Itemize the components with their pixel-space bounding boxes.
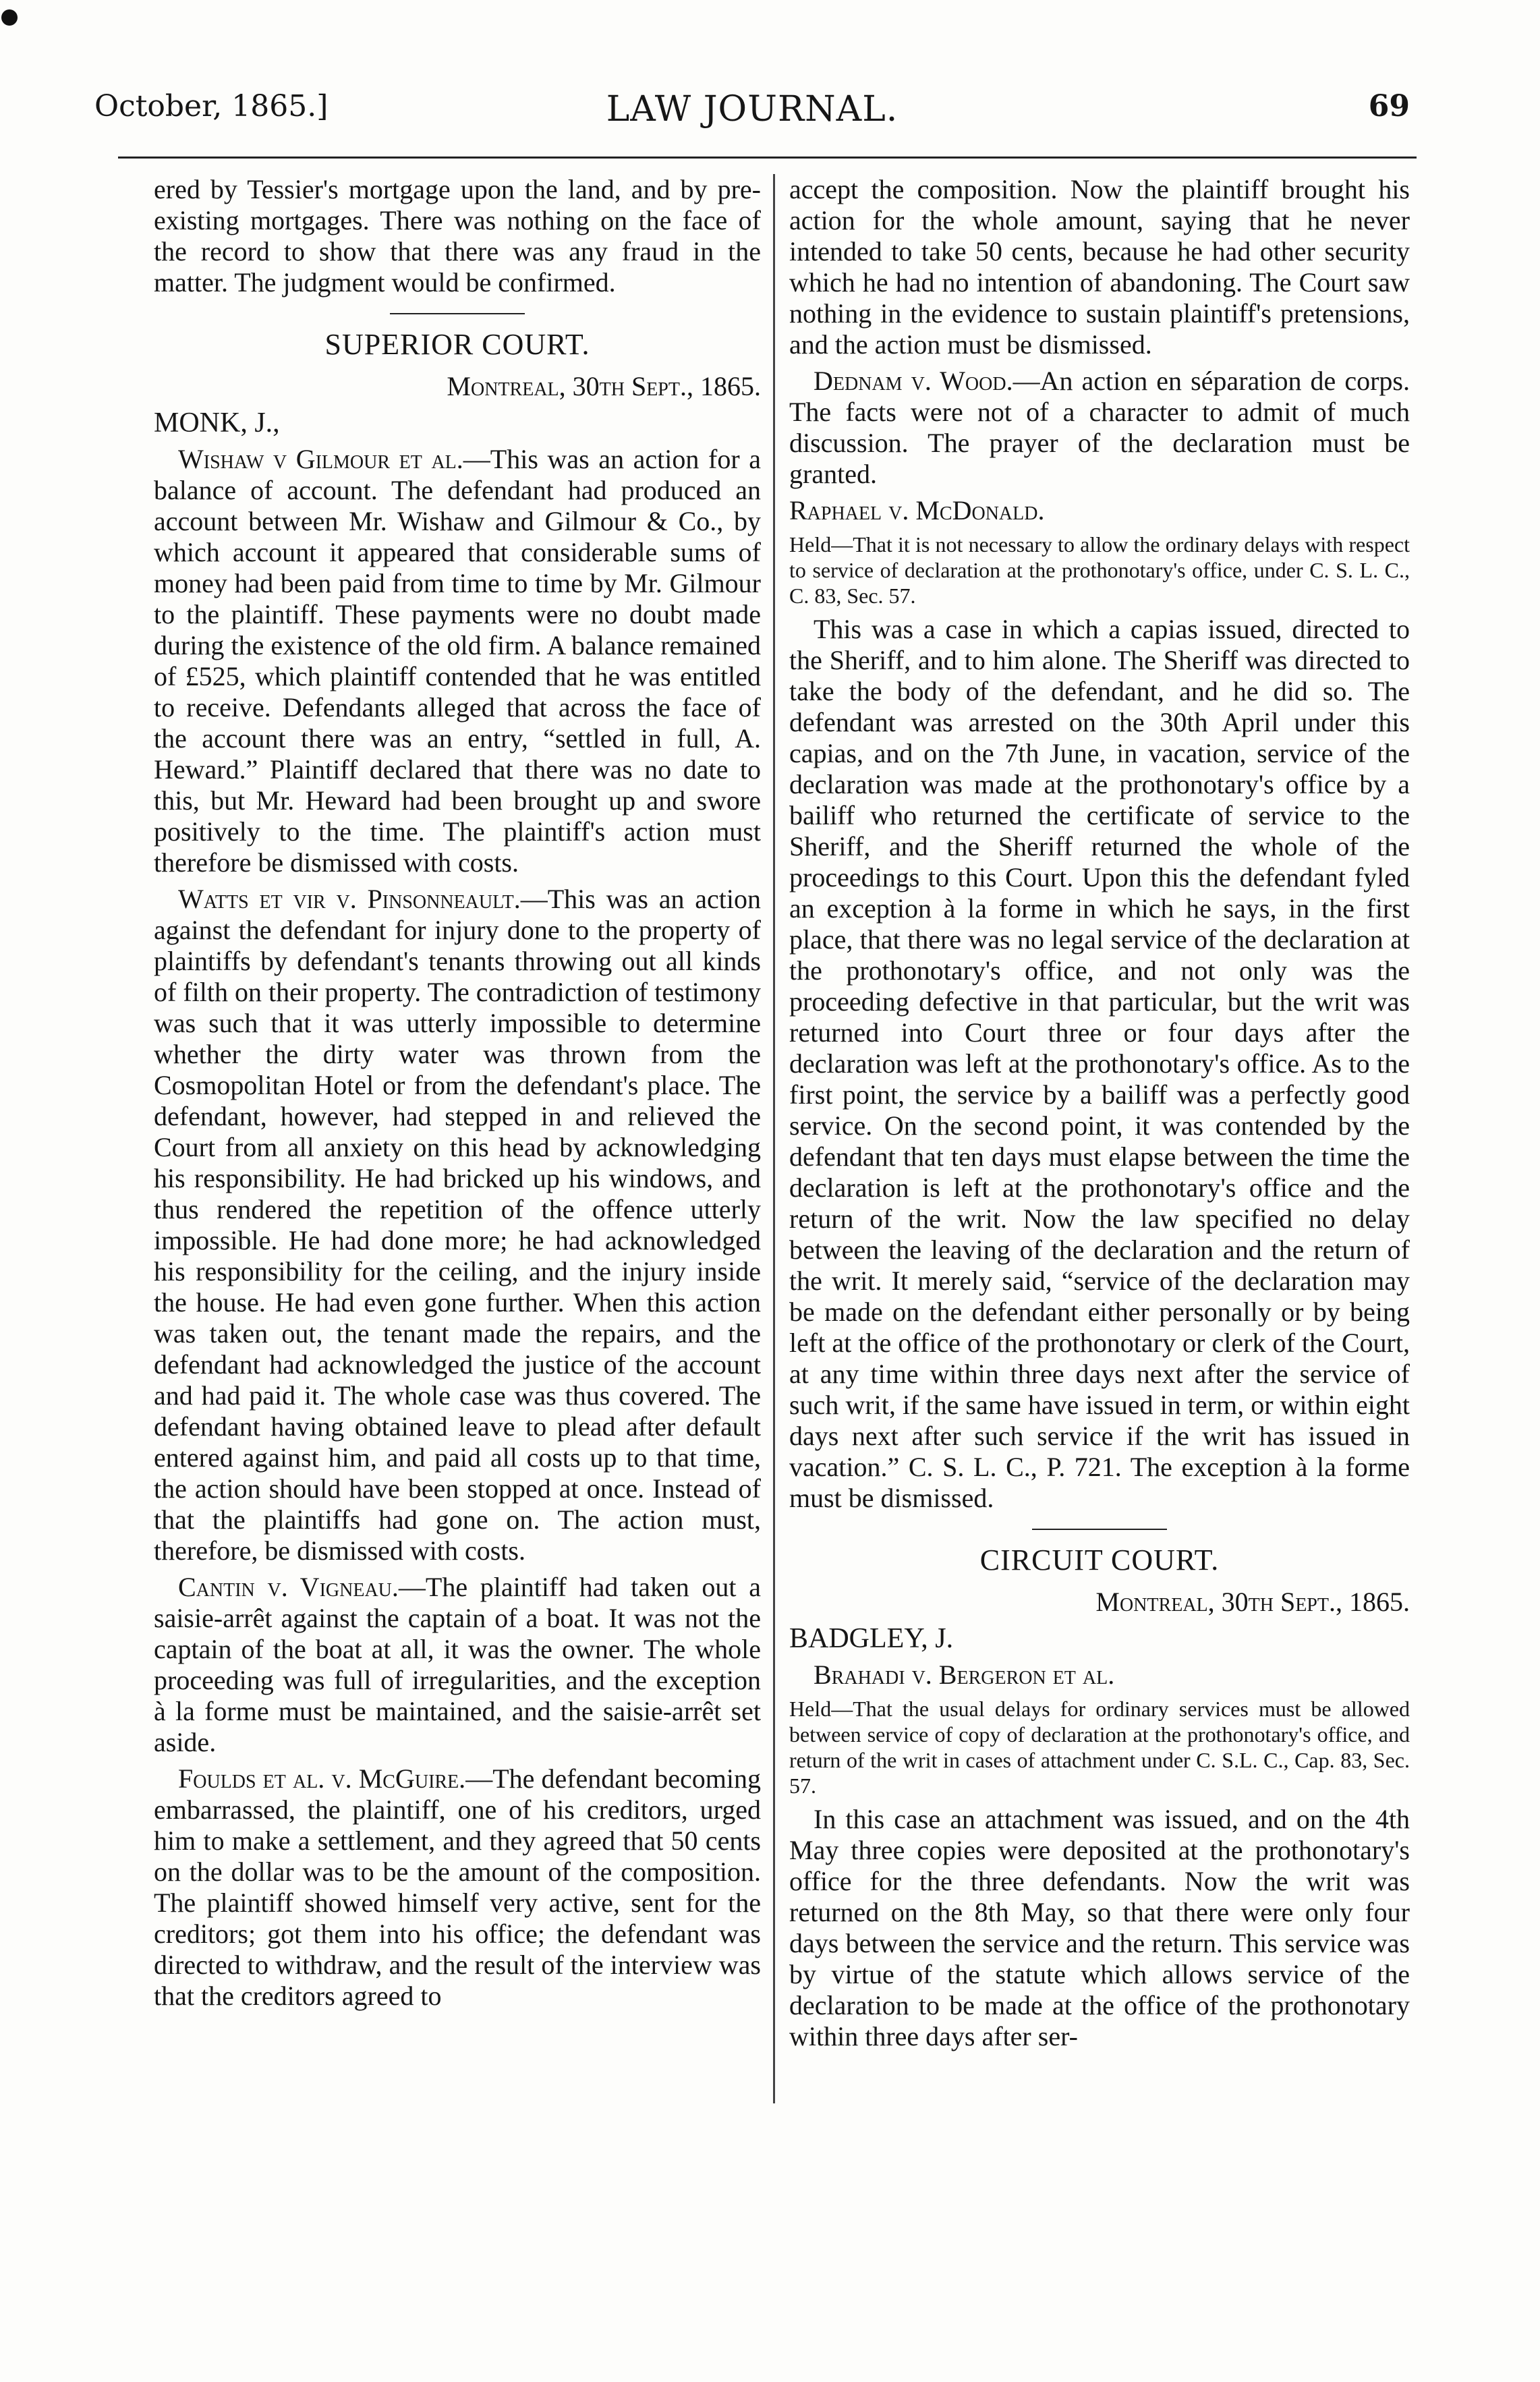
case-title: Raphael v. McDonald. (789, 495, 1045, 526)
case-title: Foulds et al. v. McGuire. (178, 1763, 466, 1794)
case-text: —The plaintiff had taken out a saisie-arrêt against the captain of a boat. It was not the captain of the boat at all, it was the owner. The whole proceeding was full of irregularities, and the exception à la forme must be maintained, and the saisie-arrêt set aside. (154, 1572, 761, 1757)
page-number: 69 (1368, 89, 1410, 123)
right-column (789, 174, 1410, 2198)
case-title: Watts et vir v. Pinsonneault. (178, 884, 521, 914)
ink-dot-mark (1, 9, 18, 26)
section-heading-superior-court: SUPERIOR COURT. (324, 328, 590, 361)
case-entry (154, 1572, 761, 1758)
section-divider (390, 313, 525, 314)
place-date: Montreal, 30th Sept., 1865. (447, 371, 761, 401)
column-divider (773, 174, 775, 2103)
case-title: Wishaw v Gilmour et al. (178, 444, 463, 474)
case-title: Dednam v. Wood. (814, 366, 1013, 396)
continued-paragraph: ered by Tessier's mortgage upon the land, and by pre-existing mortgages. There was nothing on the face of the record to show that there was any fraud in the matter. The judgment would be confirmed. (154, 174, 761, 297)
judge-name: MONK, J., (154, 407, 280, 438)
section-divider (1032, 1529, 1167, 1530)
continued-paragraph: accept the composition. Now the plaintiff brought his action for the whole amount, saying that he never intended to take 50 cents, because he had other security which he had no intention of abandoning. The Court saw nothing in the evidence to sustain plaintiff's pretensions, and the action must be dismissed. (789, 174, 1410, 360)
header-rule (118, 157, 1417, 159)
section-heading-circuit-court: CIRCUIT COURT. (979, 1543, 1220, 1577)
place-date: Montreal, 30th Sept., 1865. (1095, 1587, 1410, 1617)
case-text: This was a case in which a capias issued, directed to the Sheriff, and to him alone. The Sheriff was directed to take the body of the defendant, and he did so. The defendant was arrested on the 30th April under this capias, and on the 7th June, in vacation, service of the declaration was made at the prothonotary's office by a bailiff who returned the certificate of service to the Sheriff, and the Sheriff returned the whole of the proceedings to this Court. Upon this the defendant fyled an exception à la forme in which he says, in the first place, that there was no legal service of the declaration at the prothonotary's office, and not only was the proceeding defective in that particular, but the writ was returned into Court three or four days after the declaration was left at the prothonotary's office. As to the first point, the service by a bailiff was a perfectly good service. On the second point, it was contended by the defendant that ten days must elapse between the time the declaration is left at the prothonotary's office and the return of the writ. Now the law specified no delay between the leaving of the declaration and the return of the writ. It merely said, “service of the declaration may be made on the defendant either personally or by being left at the office of the prothonotary or clerk of the Court, at any time within three days next after the service of such writ, if the same have issued in term, or within eight days next after such service if the writ has issued in vacation.” C. S. L. C., P. 721. The exception à la forme must be dismissed. (789, 614, 1410, 1513)
case-entry (789, 366, 1410, 490)
left-column (154, 174, 761, 2198)
case-entry (154, 1763, 761, 2012)
case-text: —This was an action against the defendant for injury done to the property of plaintiffs by defendant's tenants throwing out all kinds of filth on their property. The contradiction of testimony was such that it was utterly impossible to determine whether the dirty water was thrown from the Cosmopolitan Hotel or from the defendant's place. The defendant, however, had stepped in and relieved the Court from all anxiety on this head by acknowledging his responsibility. He had bricked up his windows, and thus rendered the repetition of the offence utterly impossible. He had done more; he had acknowledged his responsibility for the ceiling, and the injury inside the house. He had even gone further. When this action was taken out, the tenant made the repairs, and the defendant had acknowledged the justice of the account and had paid it. The whole case was thus covered. The defendant having obtained leave to plead after default entered against him, and paid all costs up to that time, the action should have been stopped at once. Instead of that the plaintiffs had gone on. The action must, therefore, be dismissed with costs. (154, 884, 761, 1566)
case-entry (154, 884, 761, 1566)
header-date: October, 1865.] (94, 89, 329, 123)
case-text: —An action en séparation de corps. The facts were not of a character to admit of much discussion. The prayer of the declaration must be granted. (789, 366, 1410, 489)
case-entry (154, 444, 761, 878)
case-text: —This was an action for a balance of account. The defendant had produced an account between Mr. Wishaw and Gilmour & Co., by which account it appeared that considerable sums of money had been paid from time to time by Mr. Gilmour to the plaintiff. These payments were no doubt made during the existence of the old firm. A balance remained of £525, which plaintiff contended that he was entitled to receive. Defendants alleged that across the face of the account there was an entry, “settled in full, A. Heward.” Plaintiff declared that there was no date to this, but Mr. Heward had been brought up and swore positively to the time. The plaintiff's action must therefore be dismissed with costs. (154, 444, 762, 878)
held-summary: Held—That the usual delays for ordinary services must be allowed between service of copy of declaration at the prothonotary's office, and return of the writ in cases of attachment under C. S.L. C., Cap. 83, Sec. 57. (789, 1697, 1410, 1798)
held-summary: Held—That it is not necessary to allow the ordinary delays with respect to service of declaration at the prothonotary's office, under C. S. L. C., C. 83, Sec. 57. (789, 532, 1410, 608)
case-title: Cantin v. Vigneau. (178, 1572, 399, 1602)
running-header (94, 89, 1410, 143)
judge-name: BADGLEY, J. (789, 1623, 954, 1654)
case-text: —The defendant becoming embarrassed, the plaintiff, one of his creditors, urged him to make a settlement, and they agreed that 50 cents on the dollar was to be the amount of the composition. The plaintiff showed himself very active, sent for the creditors; got them into his office; the defendant was directed to withdraw, and the result of the interview was that the creditors agreed to (154, 1763, 761, 2011)
case-text: In this case an attachment was issued, and on the 4th May three copies were deposited at the prothonotary's office for the three defendants. Now the writ was returned on the 8th May, so that there were only four days between the service and the return. This service was by virtue of the statute which allows service of the declaration to be made at the office of the prothonotary within three days after ser- (789, 1804, 1410, 2051)
case-title: Brahadi v. Bergeron et al. (814, 1660, 1115, 1690)
journal-title: LAW JOURNAL. (606, 89, 899, 130)
